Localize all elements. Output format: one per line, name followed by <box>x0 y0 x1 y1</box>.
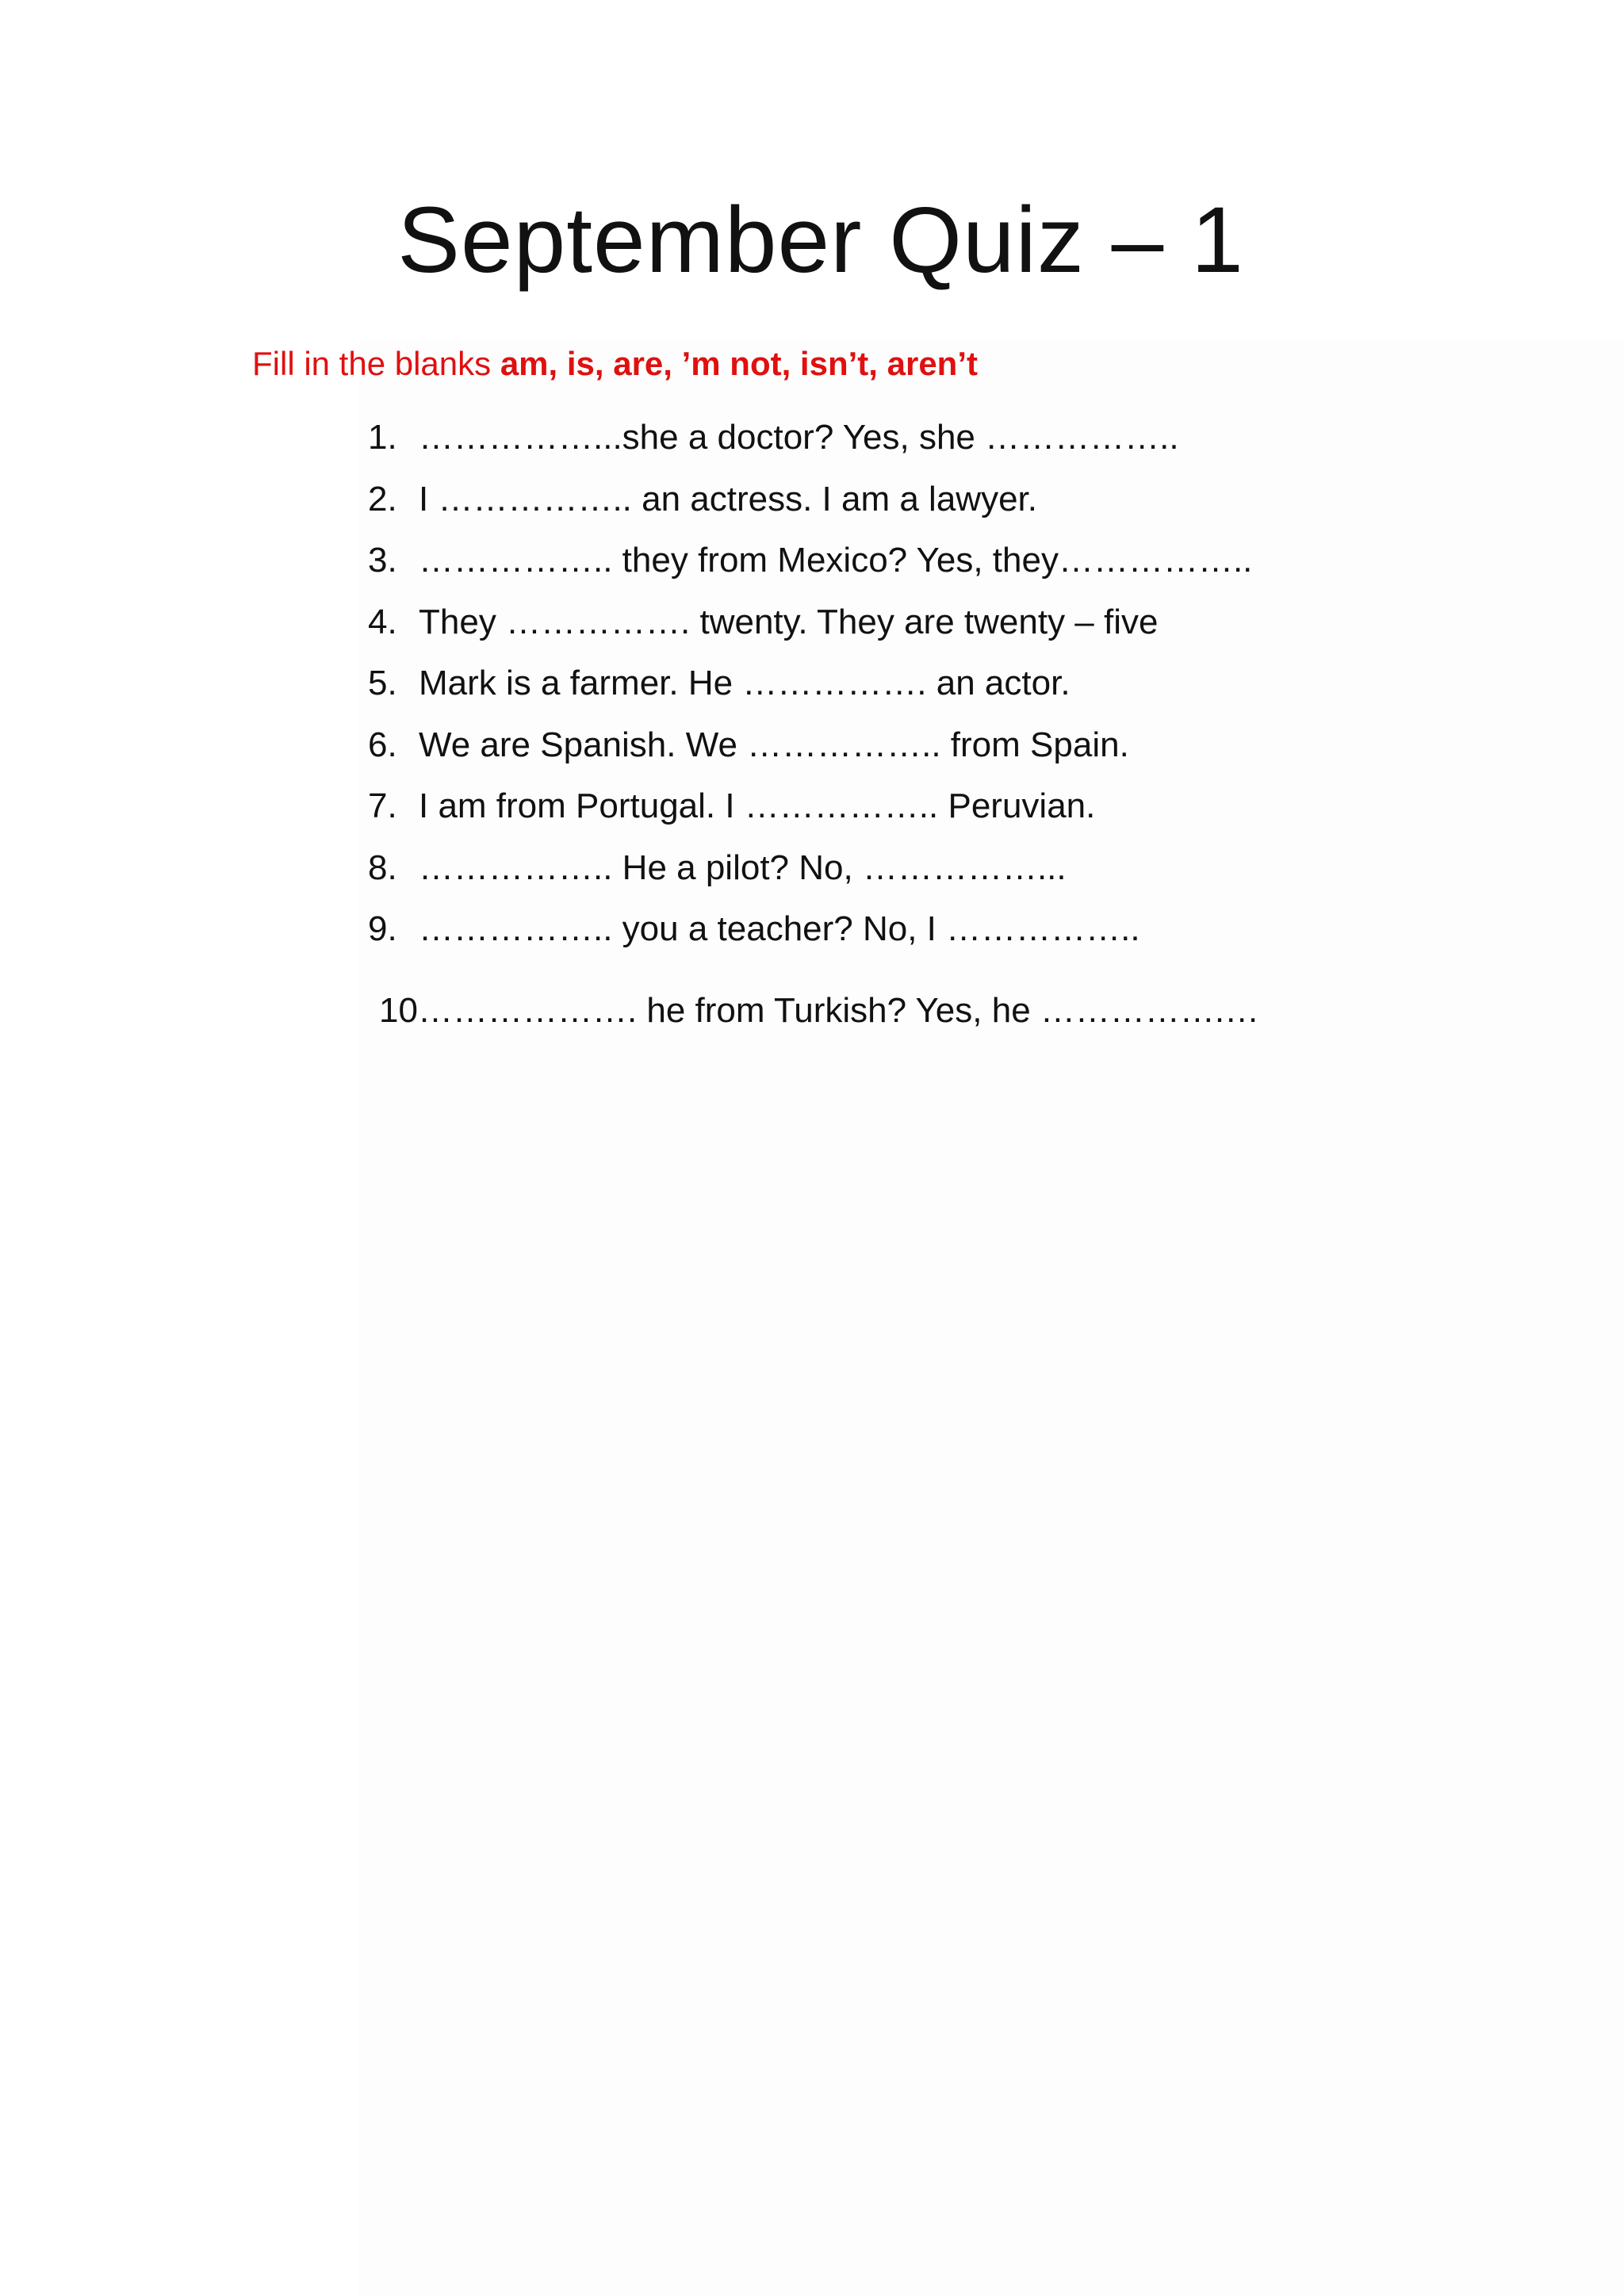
question-number: 4. <box>368 602 397 641</box>
question-text: I …………….. an actress. I am a lawyer. <box>419 479 1037 519</box>
question-text: I am from Portugal. I …………….. Peruvian. <box>419 786 1096 825</box>
question-number: 8. <box>368 848 397 887</box>
question-item <box>368 910 1252 972</box>
question-number: 7. <box>368 786 397 825</box>
question-item <box>368 603 1252 665</box>
instruction-word-list: am, is, are, ’m not, isn’t, aren’t <box>500 345 978 382</box>
question-item <box>368 541 1252 603</box>
question-text: …………….. He a pilot? No, ……………... <box>419 848 1067 887</box>
question-text: Mark is a farmer. He ……………. an actor. <box>419 664 1071 702</box>
question-number: 2. <box>368 479 397 519</box>
page-title: September Quiz – 1 <box>397 188 1244 293</box>
question-number: 1. <box>368 418 397 457</box>
question-list <box>368 419 1252 972</box>
question-number: 5. <box>368 664 397 702</box>
question-number: 3. <box>368 541 397 580</box>
question-text: ……………...she a doctor? Yes, she …………….. <box>419 418 1179 457</box>
question-item <box>368 787 1252 849</box>
question-item <box>368 480 1252 542</box>
instruction-line <box>252 346 978 382</box>
question-text: We are Spanish. We …………….. from Spain. <box>419 725 1129 764</box>
question-text: They ……………. twenty. They are twenty – five <box>419 602 1159 641</box>
question-item-10: 10………………. he from Turkish? Yes, he …………….… <box>379 991 1260 1030</box>
question-item <box>368 726 1252 788</box>
question-number: 9. <box>368 909 397 948</box>
question-number: 6. <box>368 725 397 764</box>
question-text: …………….. they from Mexico? Yes, they…………….. <box>419 541 1253 580</box>
question-item <box>368 664 1252 726</box>
question-item <box>368 849 1252 911</box>
question-text: …………….. you a teacher? No, I …………….. <box>419 909 1140 948</box>
question-item <box>368 419 1252 480</box>
instruction-lead: Fill in the blanks <box>252 345 500 382</box>
